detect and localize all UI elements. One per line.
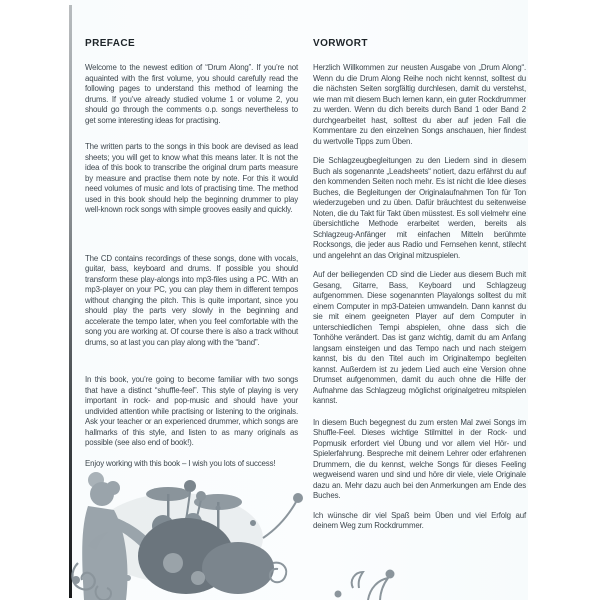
preface-heading: PREFACE <box>85 38 136 49</box>
vorwort-paragraph-1: Herzlich Willkommen zur neusten Ausgabe von „Drum Along“. Wenn du die Drum Along Reihe noch nicht kennst, solltest du die nächsten Seiten sorgfältig durchlesen, damit du verstehst, wie man mit diesem Buch lernen kann, ein guter Rockdrummer zu werden. Wenn du dich bereits durch Band 1 oder Band 2 durchgearbeitet hast, solltest du aber auf jeden Fall die Kommentare zu den einzelnen Songs anschauen, hier findest du wertvolle Tipps zum Üben. <box>313 63 526 146</box>
vorwort-closing-line: Ich wünsche dir viel Spaß beim Üben und viel Erfolg auf deinem Weg zum Rockdrummer. <box>313 510 526 530</box>
preface-paragraph-1: Welcome to the newest edition of “Drum Along”. If you’re not aquainted with the first volume, you should carefully read the following pages to understand this method of learning the drums. If you’ve already studied volume 1 or volume 2, you should go through the comments o.p. songs nevertheless to get some interesting ideas for practising. <box>85 63 298 125</box>
column-english <box>85 38 298 480</box>
preface-closing-line: Enjoy working with this book – I wish you lots of success! <box>85 458 276 468</box>
vorwort-paragraph-3: Auf der beiliegenden CD sind die Lieder aus diesem Buch mit Gesang, Gitarre, Bass, Keyboard und Schlagzeug aufgenommen. Diese sogenannten Playalongs solltest du mit einem Computer in mp3-Dateien umwandeln. Dann kannst du sie mit einem geeigneten Player auf dem Computer in unterschiedlichen Tempi abspielen, ohne dass sich die Tonhöhe verändert. Das ist ganz wichtig, damit du am Anfang langsam einsteigen und das Tempo nach und nach steigern kannst, bis du den Titel auch im Originaltempo begleiten kannst. Außerdem ist zu jedem Lied auch eine Version ohne Drumset aufgenommen, damit du auch ohne die Hilfe der Aufnahme das Schlagzeug möglichst originalgetreu mitspielen kannst. <box>313 270 526 405</box>
vorwort-paragraph-4: In diesem Buch begegnest du zum ersten Mal zwei Songs im Shuffle-Feel. Dieses wichtige Stilmittel in der Rock- und Popmusik erfordert viel Übung und vor allem viel Hör- und Spielerfahrung. Bespreche mit deinem Lehrer oder erfahrenen Drummern, die du kennst, welche Songs für dieses Feeling wegweisend waren und sind und höre dir viele, viele Originale dazu an. Mehr dazu auch bei den Anmerkungen am Ende des Buches. <box>313 417 526 500</box>
column-german <box>313 38 526 541</box>
preface-paragraph-4: In this book, you’re going to become familiar with two songs that have a distinct “shuffle-feel”. This style of playing is very important in rock- and pop-music and should have your undivided attention while practising or listening to the originals. Ask your teacher or an experienced drummer, which songs are hallmarks of this style, and listen to as many originals as possible (see also end of book!). <box>85 375 298 447</box>
vorwort-paragraph-2: Die Schlagzeugbegleitungen zu den Liedern sind in diesem Buch als sogenannte „Leadsheets“ notiert, dazu erfährst du auf den kommenden Seiten noch mehr. Es ist nicht die Idee dieses Buches, die Begleitungen der Originalaufnahmen Ton für Ton wiederzugeben und zu üben. Dafür bräuchtest du seitenweise Noten, die du Takt für Takt üben müsstest. Es soll vielmehr eine übersichtliche Methode erarbeitet werden, bereits als Schlagzeug-Anfänger mit einfachen Mitteln berühmte Rocksongs, die jeder aus Radio und Fernsehen kennt, stilecht und angelehnt an das Original mitzuspielen. <box>313 156 526 260</box>
vorwort-heading: VORWORT <box>313 38 368 49</box>
page-left-edge-rule <box>69 5 72 598</box>
preface-paragraph-2: The written parts to the songs in this book are devised as lead sheets; you will get to know what this means later. It is not the idea of this book to transcribe the original drum parts measure by measure and practise them note by note. For this it would need volumes of music and lots of practising time. The method used in this book should help the beginning drummer to play well-known rock songs with simple grooves easily and quickly. <box>85 142 298 214</box>
preface-paragraph-3: The CD contains recordings of these songs, done with vocals, guitar, bass, keyboard and drums. If possible you should transform these play-alongs into mp3-files using a PC. With an mp3-player on your PC, you can play them in different tempos without changing the pitch. This is quite important, since you should play the parts very slowly in the beginning and accelerate the tempo later, when you feel comfortable with the song you are working at. Of course there is also a track without drums, so at last you can play along with the “band”. <box>85 253 298 347</box>
